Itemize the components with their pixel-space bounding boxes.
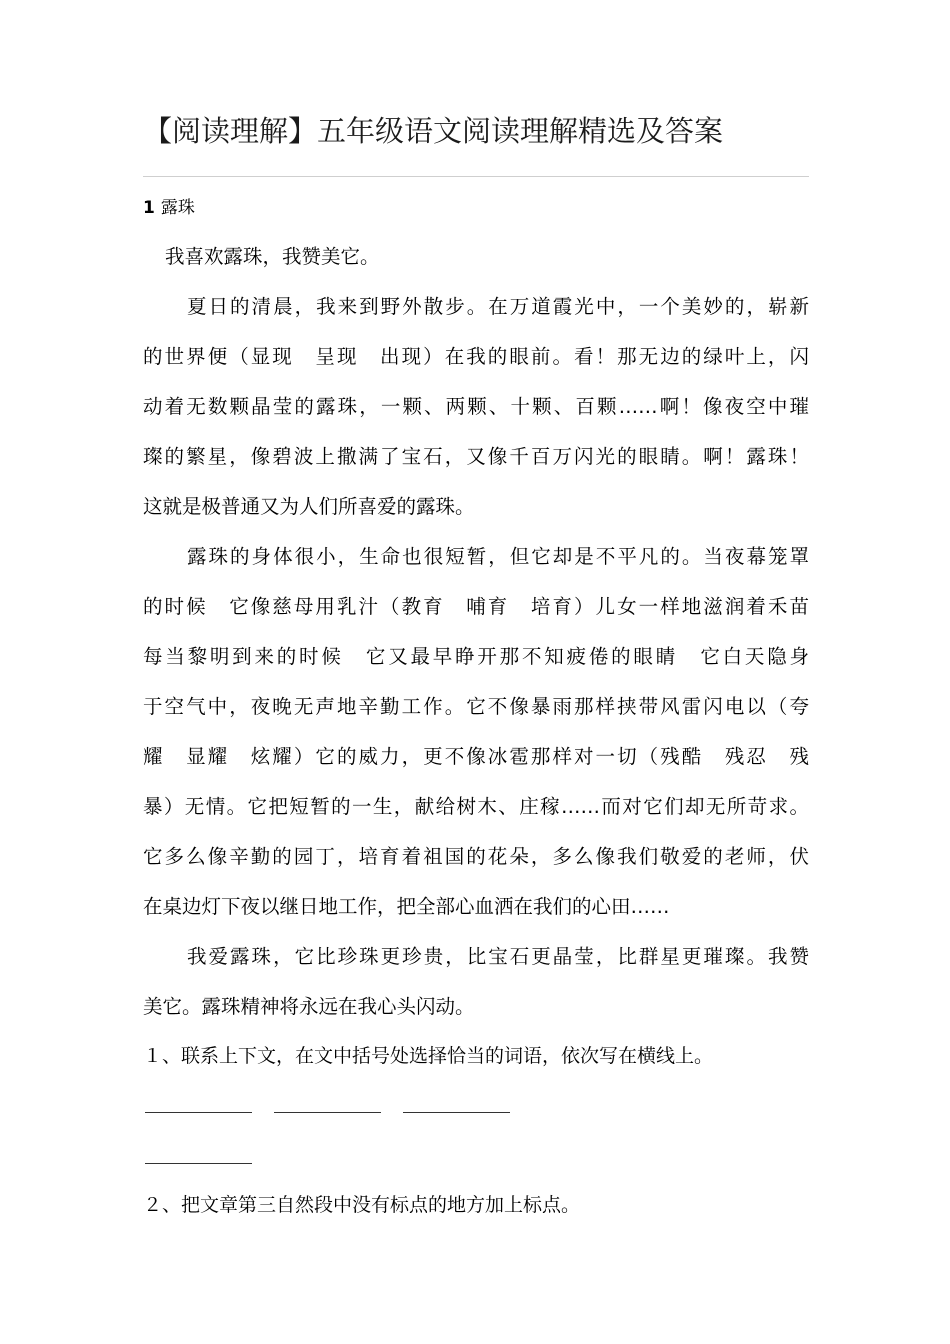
paragraph-line: 我喜欢露珠，我赞美它。	[165, 245, 380, 268]
paragraph-line: 美它。露珠精神将永远在我心头闪动。	[143, 995, 475, 1018]
paragraph-line: 在桌边灯下夜以继日地工作，把全部心血洒在我们的心田……	[143, 895, 670, 918]
paragraph-line: 每当黎明到来的时候 它又最早睁开那不知疲倦的眼睛 它白天隐身	[143, 645, 809, 668]
title-divider	[143, 176, 809, 177]
answer-blank[interactable]	[145, 1163, 252, 1164]
paragraph-2	[143, 282, 809, 532]
paragraph-line: 璨的繁星，像碧波上撒满了宝石，又像千百万闪光的眼睛。啊！露珠！	[143, 445, 809, 468]
paragraph-line: 的世界便（显现 呈现 出现）在我的眼前。看！那无边的绿叶上，闪	[143, 345, 809, 368]
paragraph-line: 这就是极普通又为人们所喜爱的露珠。	[143, 495, 475, 518]
page-title: 【阅读理解】五年级语文阅读理解精选及答案	[143, 114, 724, 148]
answer-blank[interactable]	[403, 1112, 510, 1113]
section-heading	[143, 194, 195, 222]
paragraph-1	[143, 232, 809, 282]
paragraph-line: 我爱露珠，它比珍珠更珍贵，比宝石更晶莹，比群星更璀璨。我赞	[187, 945, 809, 968]
answer-blank[interactable]	[145, 1112, 252, 1113]
paragraph-line: 动着无数颗晶莹的露珠，一颗、两颗、十颗、百颗……啊！像夜空中璀	[143, 395, 809, 418]
paragraph-line: 的时候 它像慈母用乳汁（教育 哺育 培育）儿女一样地滋润着禾苗	[143, 595, 809, 618]
paragraph-line: 夏日的清晨，我来到野外散步。在万道霞光中，一个美妙的，崭新	[187, 295, 809, 318]
paragraph-line: 暴）无情。它把短暂的一生，献给树木、庄稼……而对它们却无所苛求。	[143, 795, 809, 818]
paragraph-4	[143, 932, 809, 1032]
section-name: 露珠	[160, 198, 195, 218]
paragraph-3	[143, 532, 809, 932]
paragraph-line: 露珠的身体很小，生命也很短暂，但它却是不平凡的。当夜幕笼罩	[187, 545, 809, 568]
section-number: 1	[143, 198, 155, 218]
answer-blank[interactable]	[274, 1112, 381, 1113]
question-2: ２、把文章第三自然段中没有标点的地方加上标点。	[143, 1194, 581, 1216]
question-1: １、联系上下文，在文中括号处选择恰当的词语，依次写在横线上。	[143, 1045, 714, 1067]
paragraph-line: 于空气中，夜晚无声地辛勤工作。它不像暴雨那样挟带风雷闪电以（夸	[143, 695, 809, 718]
paragraph-line: 它多么像辛勤的园丁，培育着祖国的花朵，多么像我们敬爱的老师，伏	[143, 845, 809, 868]
paragraph-line: 耀 显耀 炫耀）它的威力，更不像冰雹那样对一切（残酷 残忍 残	[143, 745, 809, 768]
